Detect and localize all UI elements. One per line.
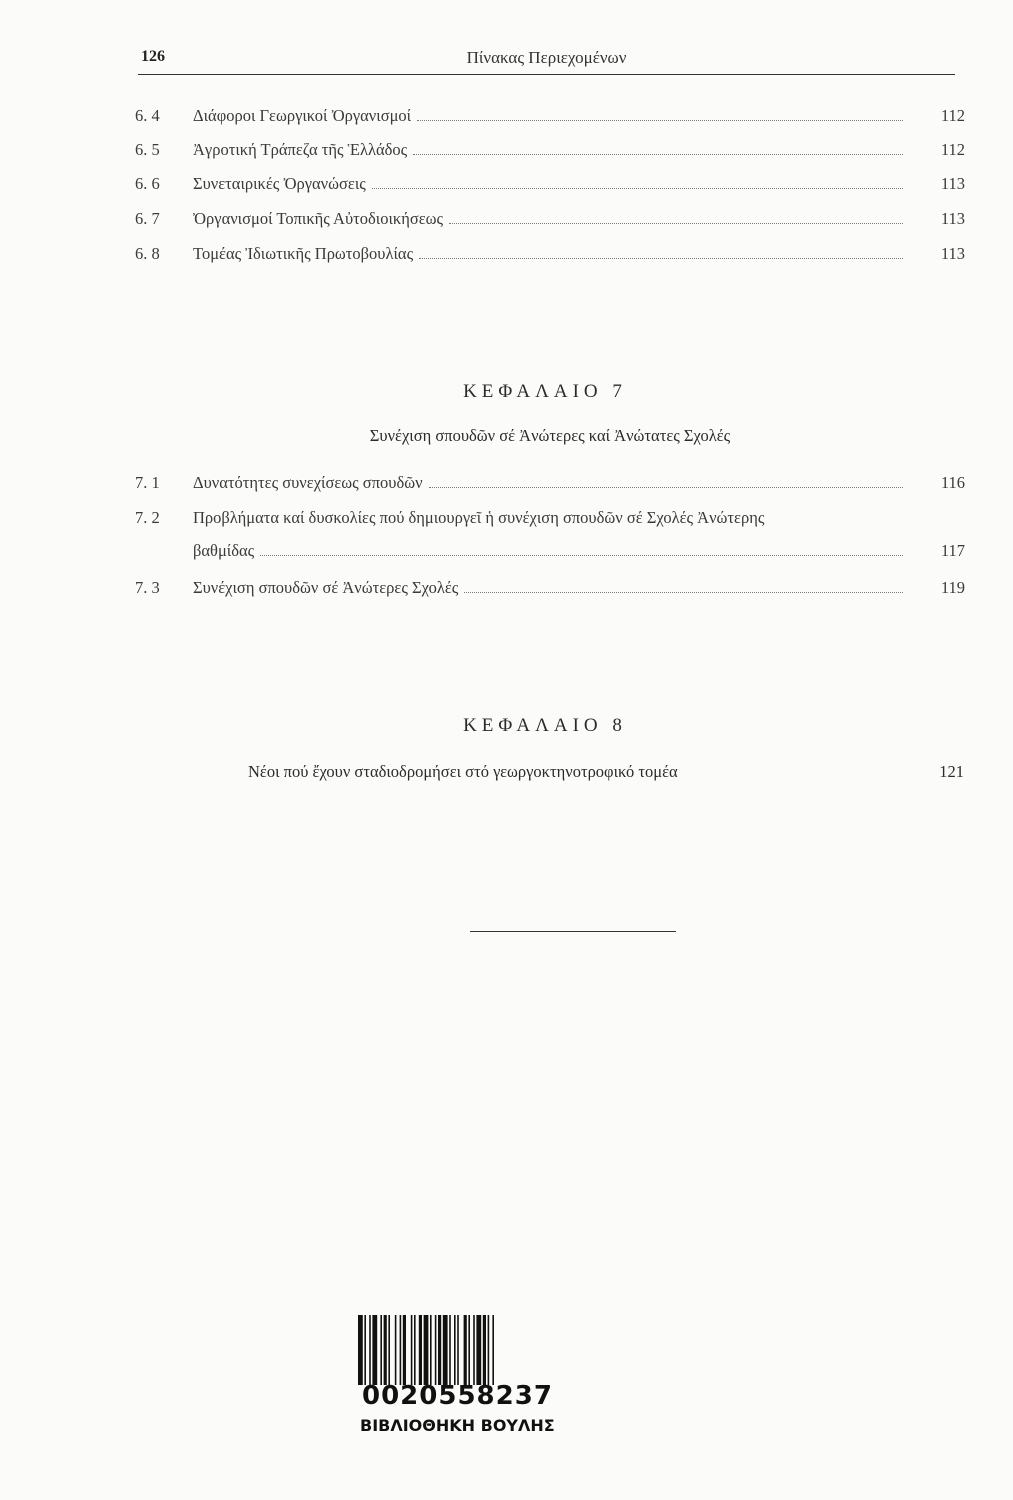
toc-entry-7-3 [135,578,965,606]
chapter-7-subtitle: Συνέχιση σπουδῶν σέ Ἀνώτερες καί Ἀνώτατες Σχολές [369,426,731,445]
dot-leader [449,211,903,224]
toc-entry-chapter-8 [248,762,964,788]
barcode-bar [384,1315,387,1385]
barcode-bar [380,1315,382,1385]
toc-entry-7-1 [135,473,965,501]
page-number: 126 [141,48,165,65]
toc-entry-6-7 [135,209,965,237]
toc-entry-6-6 [135,174,965,202]
dot-leader [429,475,903,488]
entry-number: 6. 8 [135,244,160,263]
entry-title: Ἀγροτική Τράπεζα τῆς Ἑλλάδος [193,140,408,159]
entry-title: Συνεταιρικές Ὀργανώσεις [193,174,366,193]
entry-title: Νέοι πού ἔχουν σταδιοδρομήσει στό γεωργοκτηνοτροφικό τομέα [248,762,678,781]
barcode-bar [468,1315,470,1385]
barcode-bar [449,1315,451,1385]
toc-entry-7-2 [135,508,965,536]
barcode-bar [464,1315,467,1385]
barcode-bar [414,1315,416,1385]
dot-leader [417,108,903,121]
barcode-bar [457,1315,459,1385]
dot-leader [413,142,903,155]
library-name: ΒΙΒΛΙΟΘΗΚΗ ΒΟΥΛΗΣ [360,1416,555,1435]
chapter-7-heading: ΚΕΦΑΛΑΙΟ 7 [463,381,627,402]
barcode-bar [483,1315,486,1385]
barcode-bar [473,1315,475,1385]
chapter-8-heading: ΚΕΦΑΛΑΙΟ 8 [463,715,627,736]
barcode-bar [395,1315,397,1385]
dot-leader [372,176,903,189]
barcode-bar [372,1315,377,1385]
barcode-bar [424,1315,429,1385]
barcode-bar [369,1315,371,1385]
toc-entry-6-8 [135,244,965,272]
entry-page: 116 [940,473,965,492]
barcode-number: 0020558237 [362,1381,553,1411]
entry-page: 112 [940,106,965,125]
entry-number: 6. 6 [135,174,160,193]
entry-page: 113 [940,174,965,193]
dot-leader [260,543,903,556]
barcode-bar [476,1315,481,1385]
closing-rule [470,931,676,932]
entry-number: 7. 3 [135,578,160,597]
barcode-bar [435,1315,437,1385]
barcode-bar [388,1315,390,1385]
entry-title: Τομέας Ἰδιωτικῆς Πρωτοβουλίας [193,244,414,263]
dot-leader [419,246,903,259]
barcode-bar [400,1315,402,1385]
barcode-bar [411,1315,413,1385]
library-stamp [340,1315,600,1450]
barcode-bar [358,1315,363,1385]
entry-number: 6. 4 [135,106,160,125]
barcode-bar [419,1315,422,1385]
entry-page: 113 [940,244,965,263]
barcode-bar [430,1315,432,1385]
toc-entry-6-5 [135,140,965,168]
entry-title: Διάφοροι Γεωργικοί Ὀργανισμοί [193,106,412,125]
barcode-bar [364,1315,366,1385]
entry-page: 112 [940,140,965,159]
barcode-bar [403,1315,406,1385]
barcode-bar [443,1315,448,1385]
running-title: Πίνακας Περιεχομένων [466,48,627,67]
barcode-bar [488,1315,490,1385]
toc-entry-6-4 [135,106,965,134]
entry-number: 6. 7 [135,209,160,228]
barcode-bar [492,1315,494,1385]
barcode-bar [454,1315,456,1385]
entry-title: Ὀργανισμοί Τοπικῆς Αὐτοδιοικήσεως [193,209,444,228]
page-header [138,44,955,75]
dot-leader [464,580,903,593]
entry-title: Συνέχιση σπουδῶν σέ Ἀνώτερες Σχολές [193,578,459,597]
entry-title: Προβλήματα καί δυσκολίες πού δημιουργεῖ ἡ συνέχιση σπουδῶν σέ Σχολές Ἀνώτερης [193,508,765,527]
barcode-bar [438,1315,441,1385]
entry-page: 119 [940,578,965,597]
entry-number: 7. 2 [135,508,160,527]
entry-title-continued: βαθμίδας [193,541,255,560]
entry-number: 7. 1 [135,473,160,492]
entry-page: 117 [940,541,965,560]
entry-number: 6. 5 [135,140,160,159]
toc-entry-7-2-continued [135,541,965,569]
entry-page: 113 [940,209,965,228]
barcode-icon [358,1315,580,1385]
entry-title: Δυνατότητες συνεχίσεως σπουδῶν [193,473,423,492]
entry-page: 121 [939,762,964,781]
